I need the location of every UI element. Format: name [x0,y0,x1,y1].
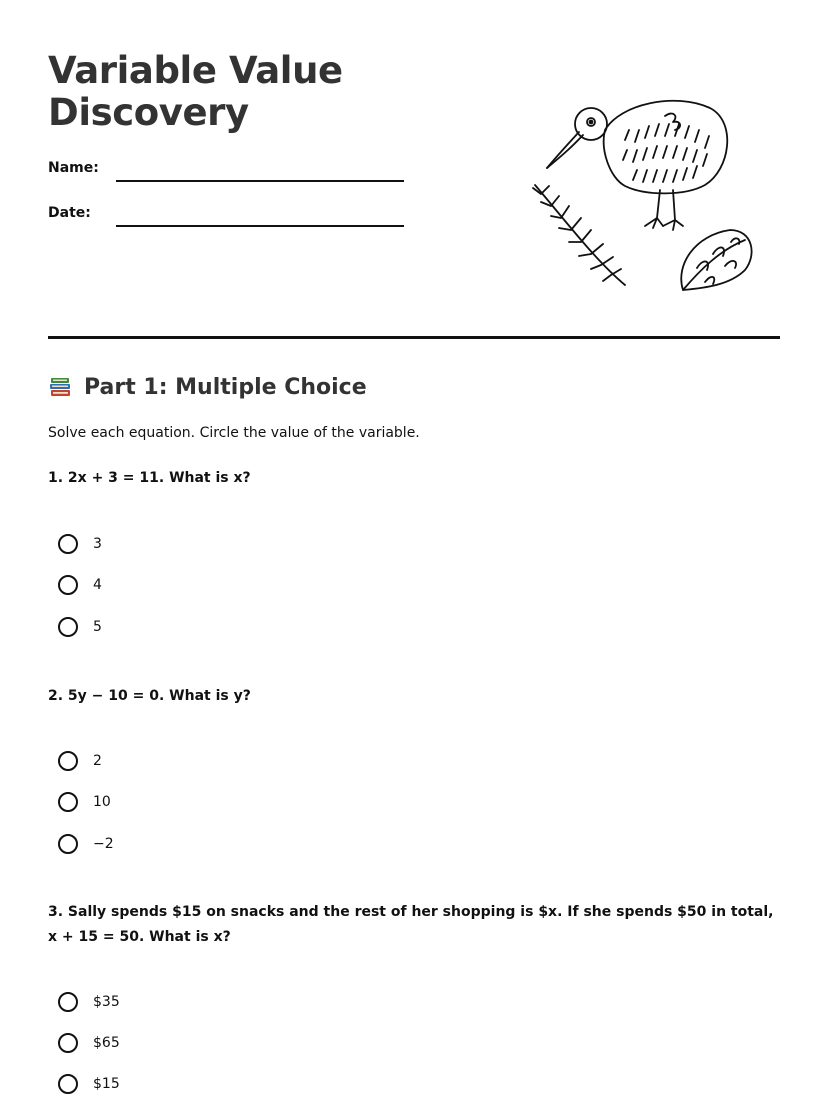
kiwi-bird-illustration [525,90,765,300]
date-field[interactable] [116,225,404,227]
option-q1-c[interactable] [58,615,102,639]
option-label: 5 [93,619,102,635]
radio-button[interactable] [58,617,78,637]
question-3: 3. Sally spends $15 on snacks and the rest of her shopping is $x. If she spends $50 in total, x + 15 = 50. What is x? [48,904,774,945]
question-1: 1. 2x + 3 = 11. What is x? [48,470,251,486]
radio-button[interactable] [58,751,78,771]
radio-button[interactable] [58,534,78,554]
books-icon [48,374,74,400]
option-label: 4 [93,577,102,593]
option-q2-b[interactable] [58,790,111,814]
option-label: 2 [93,753,102,769]
option-label: 3 [93,536,102,552]
date-label: Date: [48,205,91,221]
section-title-text: Part 1: Multiple Choice [84,374,367,400]
option-q3-c[interactable] [58,1072,120,1096]
radio-button[interactable] [58,992,78,1012]
radio-button[interactable] [58,1074,78,1094]
option-q2-c[interactable] [58,832,114,856]
radio-button[interactable] [58,792,78,812]
section-title [48,374,367,400]
option-q1-a[interactable] [58,532,102,556]
option-label: 10 [93,794,111,810]
page-title: Variable Value Discovery [48,49,343,134]
option-label: −2 [93,836,114,852]
radio-button[interactable] [58,834,78,854]
option-label: $65 [93,1035,120,1051]
option-q1-b[interactable] [58,573,102,597]
instructions: Solve each equation. Circle the value of the variable. [48,425,420,441]
radio-button[interactable] [58,1033,78,1053]
option-q2-a[interactable] [58,749,102,773]
section-divider [48,336,780,339]
option-label: $35 [93,994,120,1010]
name-field[interactable] [116,180,404,182]
option-q3-a[interactable] [58,990,120,1014]
name-label: Name: [48,160,99,176]
option-q3-b[interactable] [58,1031,120,1055]
radio-button[interactable] [58,575,78,595]
option-label: $15 [93,1076,120,1092]
question-2: 2. 5y − 10 = 0. What is y? [48,688,251,704]
